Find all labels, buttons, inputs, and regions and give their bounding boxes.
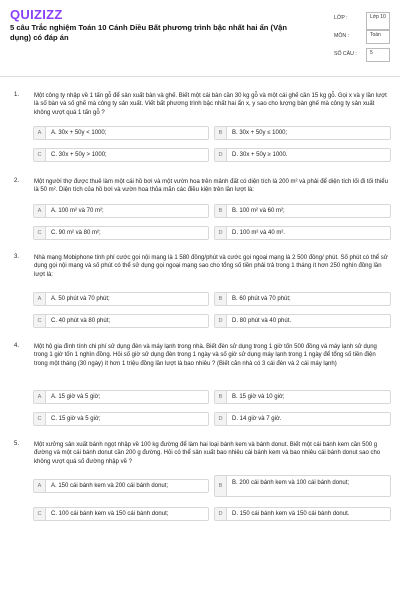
option-d[interactable] [214,148,391,162]
option-text: C. 40 phút và 80 phút; [51,317,111,324]
option-text: A. 150 cái bánh kem và 200 cái bánh donut; [51,482,169,489]
option-letter: D [215,413,227,425]
question-number: 5. [14,441,20,447]
question-text: Một xưởng sản xuất bánh ngọt nhập về 100 kg đường để làm hai loại bánh kem và bánh donut. Biết một cái bánh kem cần 500 g đường và một cái bánh donut cần 200 g đường. Hỏi có thể sản xuất bao nhiêu cái bánh kem và bao nhiêu cái bánh donut sao cho không vượt quá số đường nhập về ? [34,442,381,465]
option-text: B. 60 phút và 70 phút; [232,295,291,302]
option-text: C. 15 giờ và 5 giờ; [51,415,101,422]
option-letter: B [215,391,227,403]
question-number: 2. [14,178,20,184]
option-letter: A [34,293,46,305]
option-c[interactable] [33,314,209,328]
option-letter: B [215,476,227,496]
option-letter: A [34,205,46,217]
count-label: SỐ CÂU : [334,51,357,57]
count-value[interactable]: 5 [366,48,390,62]
option-d[interactable] [214,507,391,521]
option-letter: B [215,293,227,305]
option-letter: C [34,149,46,161]
question-number: 1. [14,92,20,98]
subject-value[interactable]: Toán [366,30,390,44]
meta-class [328,12,390,26]
option-a[interactable] [33,126,209,140]
question-number: 3. [14,254,20,260]
question-text: Một hộ gia đình tính chi phí sử dụng đèn và máy lạnh trong nhà. Biết đèn sử dụng trong 1 giờ tốn 500 đồng và máy lạnh sử dụng trong 1 giờ tốn 1 nghìn đồng. Hỏi số giờ sử dụng đèn trong 1 ngày và số giờ sử dụng máy lạnh trong 1 ngày để tổng số tiền điện trong một tháng (30 ngày) ít hơn 1 triệu đồng lần lượt là bao nhiêu ? (Biết căn nhà có 3 cái đèn và 2 cái máy lạnh) [34,344,377,367]
option-text: D. 80 phút và 40 phút. [232,317,292,324]
question-number: 4. [14,343,20,349]
worksheet-header [0,0,400,80]
option-c[interactable] [33,148,209,162]
option-text: D. 14 giờ và 7 giờ. [232,415,282,422]
option-b[interactable] [214,126,391,140]
option-text: B. 30x + 50y ≤ 1000; [232,129,288,136]
option-letter: A [34,127,46,139]
meta-count [328,48,390,62]
option-letter: A [34,480,46,492]
question-text: Một công ty nhập về 1 tấn gỗ để sản xuất bàn và ghế. Biết một cái bàn cần 30 kg gỗ và một cái ghế cần 15 kg gỗ. Gọi x và y lần lượt là số bàn và số ghế mà công ty sản xuất. Viết bất phương trình bậc nhất hai ẩn x, y sao cho lượng bàn ghế mà công ty sản xuất không vượt quá 1 tấn gỗ ? [34,93,387,116]
option-letter: B [215,205,227,217]
question-text: Một người thợ được thuê làm một cái hồ bơi và một vườn hoa trên mảnh đất có diện tích là 200 m² và phải để diện tích lối đi tối thiểu là 50 m². Diện tích của hồ bơi và vườn hoa thỏa mãn các điều kiện trên lần lượt là: [34,179,388,194]
option-b[interactable] [214,390,391,404]
option-letter: C [34,315,46,327]
option-letter: B [215,127,227,139]
option-text: D. 30x + 50y ≥ 1000. [232,151,288,158]
option-letter: D [215,227,227,239]
option-text: B. 200 cái bánh kem và 100 cái bánh donut; [232,480,350,486]
option-letter: D [215,315,227,327]
option-text: C. 100 cái bánh kem và 150 cái bánh donut; [51,510,169,517]
option-a[interactable] [33,479,209,493]
quizizz-logo: QUIZIZZ [10,7,63,22]
option-a[interactable] [33,292,209,306]
question-text: Nhà mạng Mobiphone tính phí cước gọi nội mạng là 1 580 đồng/phút và cước gọi ngoại mạng là 2 500 đồng/ phút. Số phút có thể sử dụng gọi nội mạng và số phút có thể sử dụng gọi ngoại mạng sao cho tổng số tiền phải trả trong 1 tháng ít hơn 250 nghìn đồng lần lượt là: [34,255,388,278]
option-letter: C [34,227,46,239]
option-letter: C [34,413,46,425]
class-label: LỚP : [334,15,348,21]
option-d[interactable] [214,226,391,240]
option-c[interactable] [33,412,209,426]
option-a[interactable] [33,204,209,218]
option-a[interactable] [33,390,209,404]
option-b[interactable] [214,204,391,218]
option-text: A. 50 phút và 70 phút; [51,295,110,302]
option-text: C. 30x + 50y > 1000; [51,151,107,158]
option-letter: D [215,508,227,520]
option-b[interactable] [214,475,391,497]
option-text: D. 150 cái bánh kem và 150 cái bánh donut. [232,510,350,517]
option-letter: D [215,149,227,161]
meta-box [328,12,390,66]
page-title: 5 câu Trắc nghiệm Toán 10 Cánh Diều Bất phương trình bậc nhất hai ẩn (Vận dụng) có đáp án [10,23,288,42]
subject-label: MÔN : [334,33,349,39]
option-b[interactable] [214,292,391,306]
option-text: A. 15 giờ và 5 giờ; [51,393,101,400]
option-letter: C [34,508,46,520]
option-text: D. 100 m² và 40 m². [232,229,286,236]
option-text: A. 100 m² và 70 m²; [51,207,104,214]
option-text: B. 15 giờ và 10 giờ; [232,393,285,400]
option-d[interactable] [214,314,391,328]
class-value[interactable]: Lớp 10 [366,12,390,30]
option-c[interactable] [33,226,209,240]
option-text: B. 100 m² và 60 m²; [232,207,285,214]
header-divider [0,76,400,77]
option-d[interactable] [214,412,391,426]
meta-subject [328,30,390,44]
option-c[interactable] [33,507,209,521]
option-text: C. 90 m² và 80 m²; [51,229,101,236]
option-text: A. 30x + 50y < 1000; [51,129,107,136]
option-letter: A [34,391,46,403]
